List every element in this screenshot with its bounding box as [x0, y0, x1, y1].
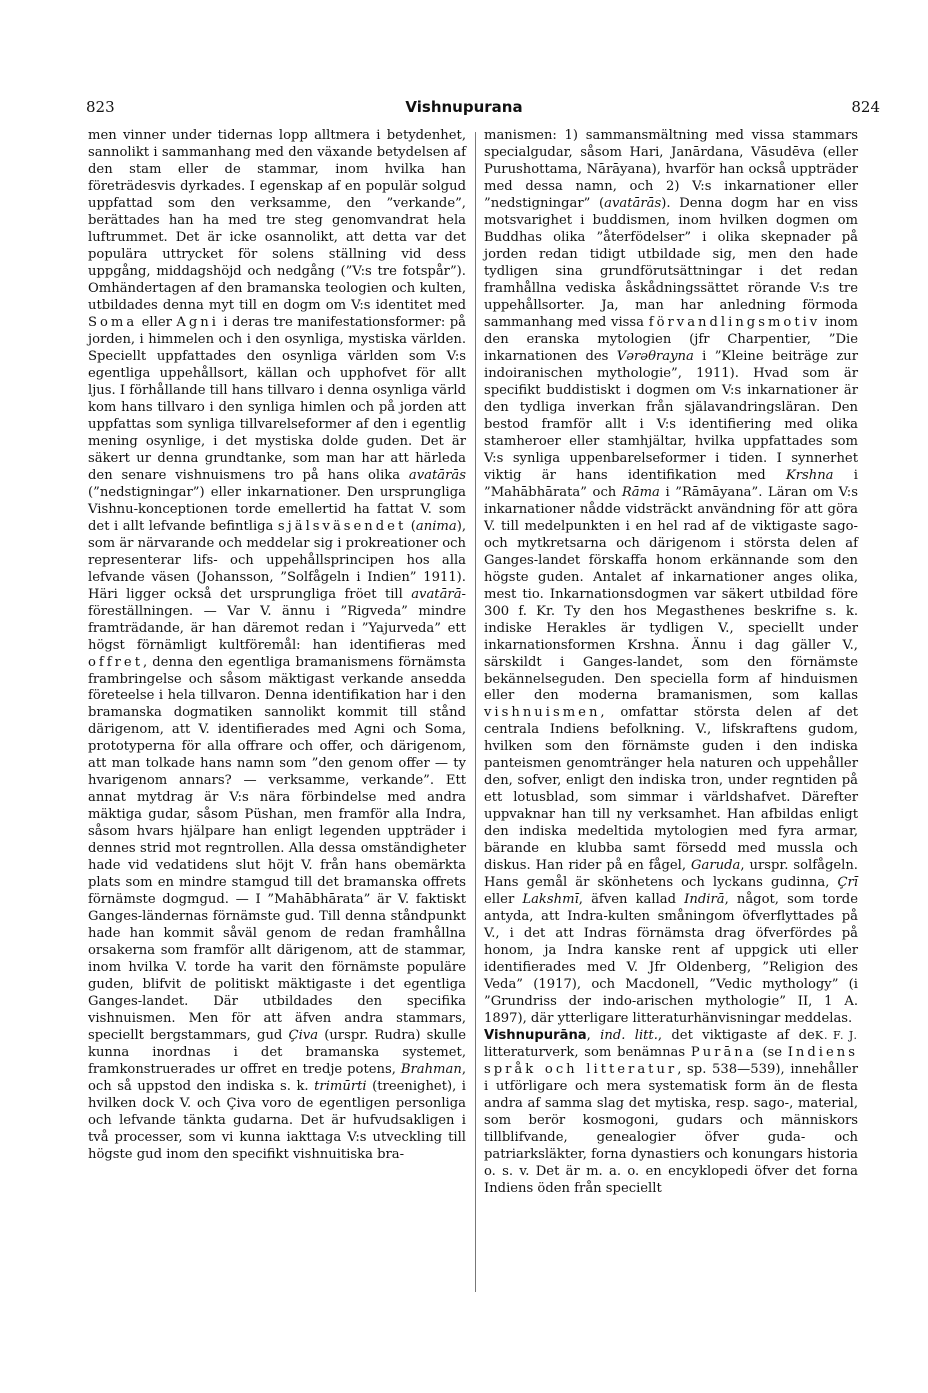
term-cri: Çrī	[837, 875, 858, 891]
cross-reference: Indiens språk och litteratur	[484, 1045, 858, 1078]
term-avatara: avatārā	[411, 586, 462, 602]
term-garuda: Garuda	[691, 858, 741, 874]
term-indira: Indirā	[684, 892, 725, 908]
term-avataras-right: avatārās	[604, 195, 662, 211]
entry-vishnupurana: Vishnupurāna, ind. litt., det viktigaste af de litteraturverk, som benämnas Purāna (se Indiens språk och litteratur, sp. 538—539), innehåller i utförligare och mera systematisk form än de flesta andra af samma slag det mytiska, resp. sago-, material, som berör kosmogoni, gudars och människors tillblifvande, genealogier öfver guda- och patriarksläkter, forna dynastiers och konungars historia o. s. v. Det är m. a. o. en encyklopedi öfver det forna Indiens öden från speciellt	[484, 1028, 858, 1197]
term-offret: offret	[88, 654, 143, 670]
term-rama: Rāma	[621, 484, 660, 500]
term-krshna: Krshna	[785, 467, 834, 483]
term-civa: Çiva	[288, 1028, 319, 1044]
column-divider	[475, 132, 476, 1292]
right-column-text: manismen: 1) sammansmältning med vissa stammars specialgudar, såsom Hari, Janārdana, Vāsudēva (eller Purushottama, Nārāyana), hvarför han också uppträder med dessa namn, och 2) V:s inkarnationer eller ”nedstigningar” (avatārās). Denna dogm har en viss motsvarighet i buddismen, inom hvilken dogmen om Buddhas olika ”återfödelser” i olika skepnader på jorden redan tidigt utbildade sig, men den hade tydligen sina grundförutsättningar i det redan framhållna vediska åskådningssättet rörande V:s tre uppehållsorter. Ja, man har anledning förmoda sammanhang med vissa förvandlingsmotiv inom den eranska mytologien (jfr Charpentier, ”Die inkarnationen des Vərəθrayna i ”Kleine beiträge zur indoiranischen mythologie”, 1911). Hvad som är specifikt buddistiskt i dogmen om V:s inkarnationer är den tydliga inverkan från själavandringsläran. Den bestod framför allt i V:s identifiering med olika stamheroer eller stamhjältar, hvilka uppfattades som V:s synliga uppenbarelseformer i tiden. I synnerhet viktig är hans identifikation med Krshna i ”Mahābhārata” och Rāma i ”Rāmāyana”. Läran om V:s inkarnationer nådde vidsträckt användning för att göra V. till medelpunkten i en hel rad af de viktigaste sago- och mytkretsarna och därigenom i största delen af Ganges-landet förskaffa honom erkännande som den högste guden. Antalet af inkarnationer anges olika, mest tio. Inkarnationsdogmen var säkert utbildad före 300 f. Kr. Ty den hos Megasthenes beskrifne s. k. indiske Herakles är tydligen V., speciellt under inkarnationsformen Krshna. Ännu i dag gäller V., särskildt i Ganges-landet, som den förnämste bekännelseguden. Den speciella form af hinduismen eller den moderna bramanismen, som kallas vishnuismen, omfattar största delen af det centrala Indiens befolkning. V., lifskraftens gudom, hvilken som den förnämste guden i den indiska panteismen genomtränger hela naturen och uppehåller den, sofver, enligt den indiska tron, under regntiden på ett lotusblad, som simmar i världshafvet. Därefter uppvaknar han till ny verksamhet. Han afbildas enligt den indiska medeltida mytologien med fyra armar, bärande en klubba samt försedd med mussla och diskus. Han rider på en fågel, Garuda, urspr. solfågeln. Hans gemål är skönhetens och lyckans gudinna, Çrī eller Lakshmī, äfven kallad Indirā, något, som torde antyda, att Indra-kulten småningom öfverflyttades på V., i det att Indras förnämsta drag öfverfördes på honom, ja Indra kanske rent af uppgick uti eller identifierades med V. Jfr Oldenberg, ”Religion des Veda” (1917), och Macdonell, ”Vedic mythology” (i ”Grundriss der indo-arischen mythologie” II, 1 A. 1897), där ytterligare litteraturhänvisningar meddelas. K. F. J.	[484, 128, 858, 1028]
page-number-right: 824	[851, 98, 880, 116]
entry-type: ind. litt.	[600, 1028, 658, 1044]
term-vishnuismen: vishnuismen	[484, 705, 601, 721]
page-number-left: 823	[86, 98, 115, 116]
right-column	[484, 128, 858, 1198]
term-purana: Purāna	[690, 1045, 757, 1061]
term-anima: anima	[415, 518, 457, 534]
left-column	[88, 128, 466, 1164]
running-title: Vishnupurana	[405, 98, 523, 116]
term-varathragna: Vərəθrayna	[616, 348, 694, 364]
term-avataras: avatārās	[408, 467, 466, 483]
term-sjalsvasendet: själsväsendet	[277, 518, 407, 534]
term-soma: Soma	[88, 314, 138, 330]
term-brahman: Brahman	[400, 1062, 462, 1078]
entry-heading: Vishnupurāna	[484, 1028, 587, 1044]
term-forvandlingsmotiv: förvandlingsmotiv	[648, 314, 821, 330]
term-agni: Agni	[176, 314, 219, 330]
term-lakshmi: Lakshmī	[522, 892, 579, 908]
left-column-text: men vinner under tidernas lopp alltmera i betydenhet, sannolikt i sammanhang med den växande betydelsen af den stam eller de stammar, inom hvilka han företrädesvis dyrkades. I egenskap af en populär solgud uppfattad som den verksamme, den ”verkande”, berättades han ha med tre steg genomvandrat hela luftrummet. Det är icke osannolikt, att detta var det populära uttrycket för solens ställning vid dess uppgång, middagshöjd och nedgång (”V:s tre fotspår”). Omhändertagen af den bramanska teologien och kulten, utbildades denna myt till en dogm om V:s identitet med Soma eller Agni i deras tre manifestationsformer: på jorden, i himmelen och i den osynliga, mystiska världen. Speciellt uppfattades den osynliga världen som V:s egentliga uppehållsort, källan och upphofvet för allt ljus. I förhållande till hans tillvaro i denna osynliga värld kom hans tillvaro i den synliga himlen och på jorden att uppfattas som synliga tillvarelseformer af den i egentlig mening osynlige, i det mystiska dolde guden. Det är säkert ur denna grundtanke, som man har att härleda den senare vishnuismens tro på hans olika avatārās (”nedstigningar”) eller inkarnationer. Den ursprungliga Vishnu-konceptionen torde emellertid ha fattat V. som det i allt lefvande befintliga själsväsendet (anima), som är närvarande och meddelar sig i prokreationer och representerar lifs- och uppehållsprincipen hos alla lefvande väsen (Johansson, ”Solfågeln i Indien” 1911). Häri ligger också det ursprungliga fröet till avatārā-föreställningen. — Var V. ännu i ”Rigveda” mindre framträdande, är han däremot redan i ”Yajurveda” ett högst förnämligt kultföremål: han identifieras med offret, denna den egentliga bramanismens förnämsta frambringelse och såsom mäktigast verkande ansedda företeelse i hela tillvaron. Denna identifikation har i den bramanska dogmatiken sannolikt kommit till stånd därigenom, att V. identifierades med Agni och Soma, prototyperna för alla offrare och offer, och därigenom, att man tolkade hans namn som ”den genom offer — ty hvarigenom annars? — verksamme, verkande”. Ett annat mytdrag är V:s nära förbindelse med andra mäktiga gudar, såsom Püshan, men framför alla Indra, såsom hvars hjälpare han enligt legenden uppträder i dennes strid mot regntrollen. Alla dessa omständigheter hade vid vedatidens slut höjt V. från hans obemärkta plats som en mindre stamgud till det bramanska offrets förnämste dogmgud. — I ”Mahābhārata” är V. faktiskt Ganges-ländernas förnämste gud. Till denna ståndpunkt hade han kommit såväl genom de redan framhållna orsakerna som framför allt därigenom, att de stammar, inom hvilka V. torde ha varit den förnämste populäre guden, blifvit de politiskt mäktigaste i det egentliga Ganges-landet. Där utbildades den specifika vishnuismen. Men för att äfven andra stammars, speciellt bergstammars, gud Çiva (urspr. Rudra) skulle kunna inordnas i det bramanska systemet, framkonstruerades ur offret en tredje potens, Brahman, och så uppstod den indiska s. k. trimūrti (treenighet), i hvilken dock V. och Çiva voro de egentligen personliga och lefvande tänkta gudarna. Det är hufvudsakligen i två processer, som vi kunna iakttaga V:s utveckling till högste gud inom den specifikt vishnuitiska bra-	[88, 128, 467, 1163]
term-trimurti: trimūrti	[314, 1079, 367, 1095]
page-header	[0, 98, 928, 122]
author-signature: K. F. J.	[814, 1029, 858, 1043]
